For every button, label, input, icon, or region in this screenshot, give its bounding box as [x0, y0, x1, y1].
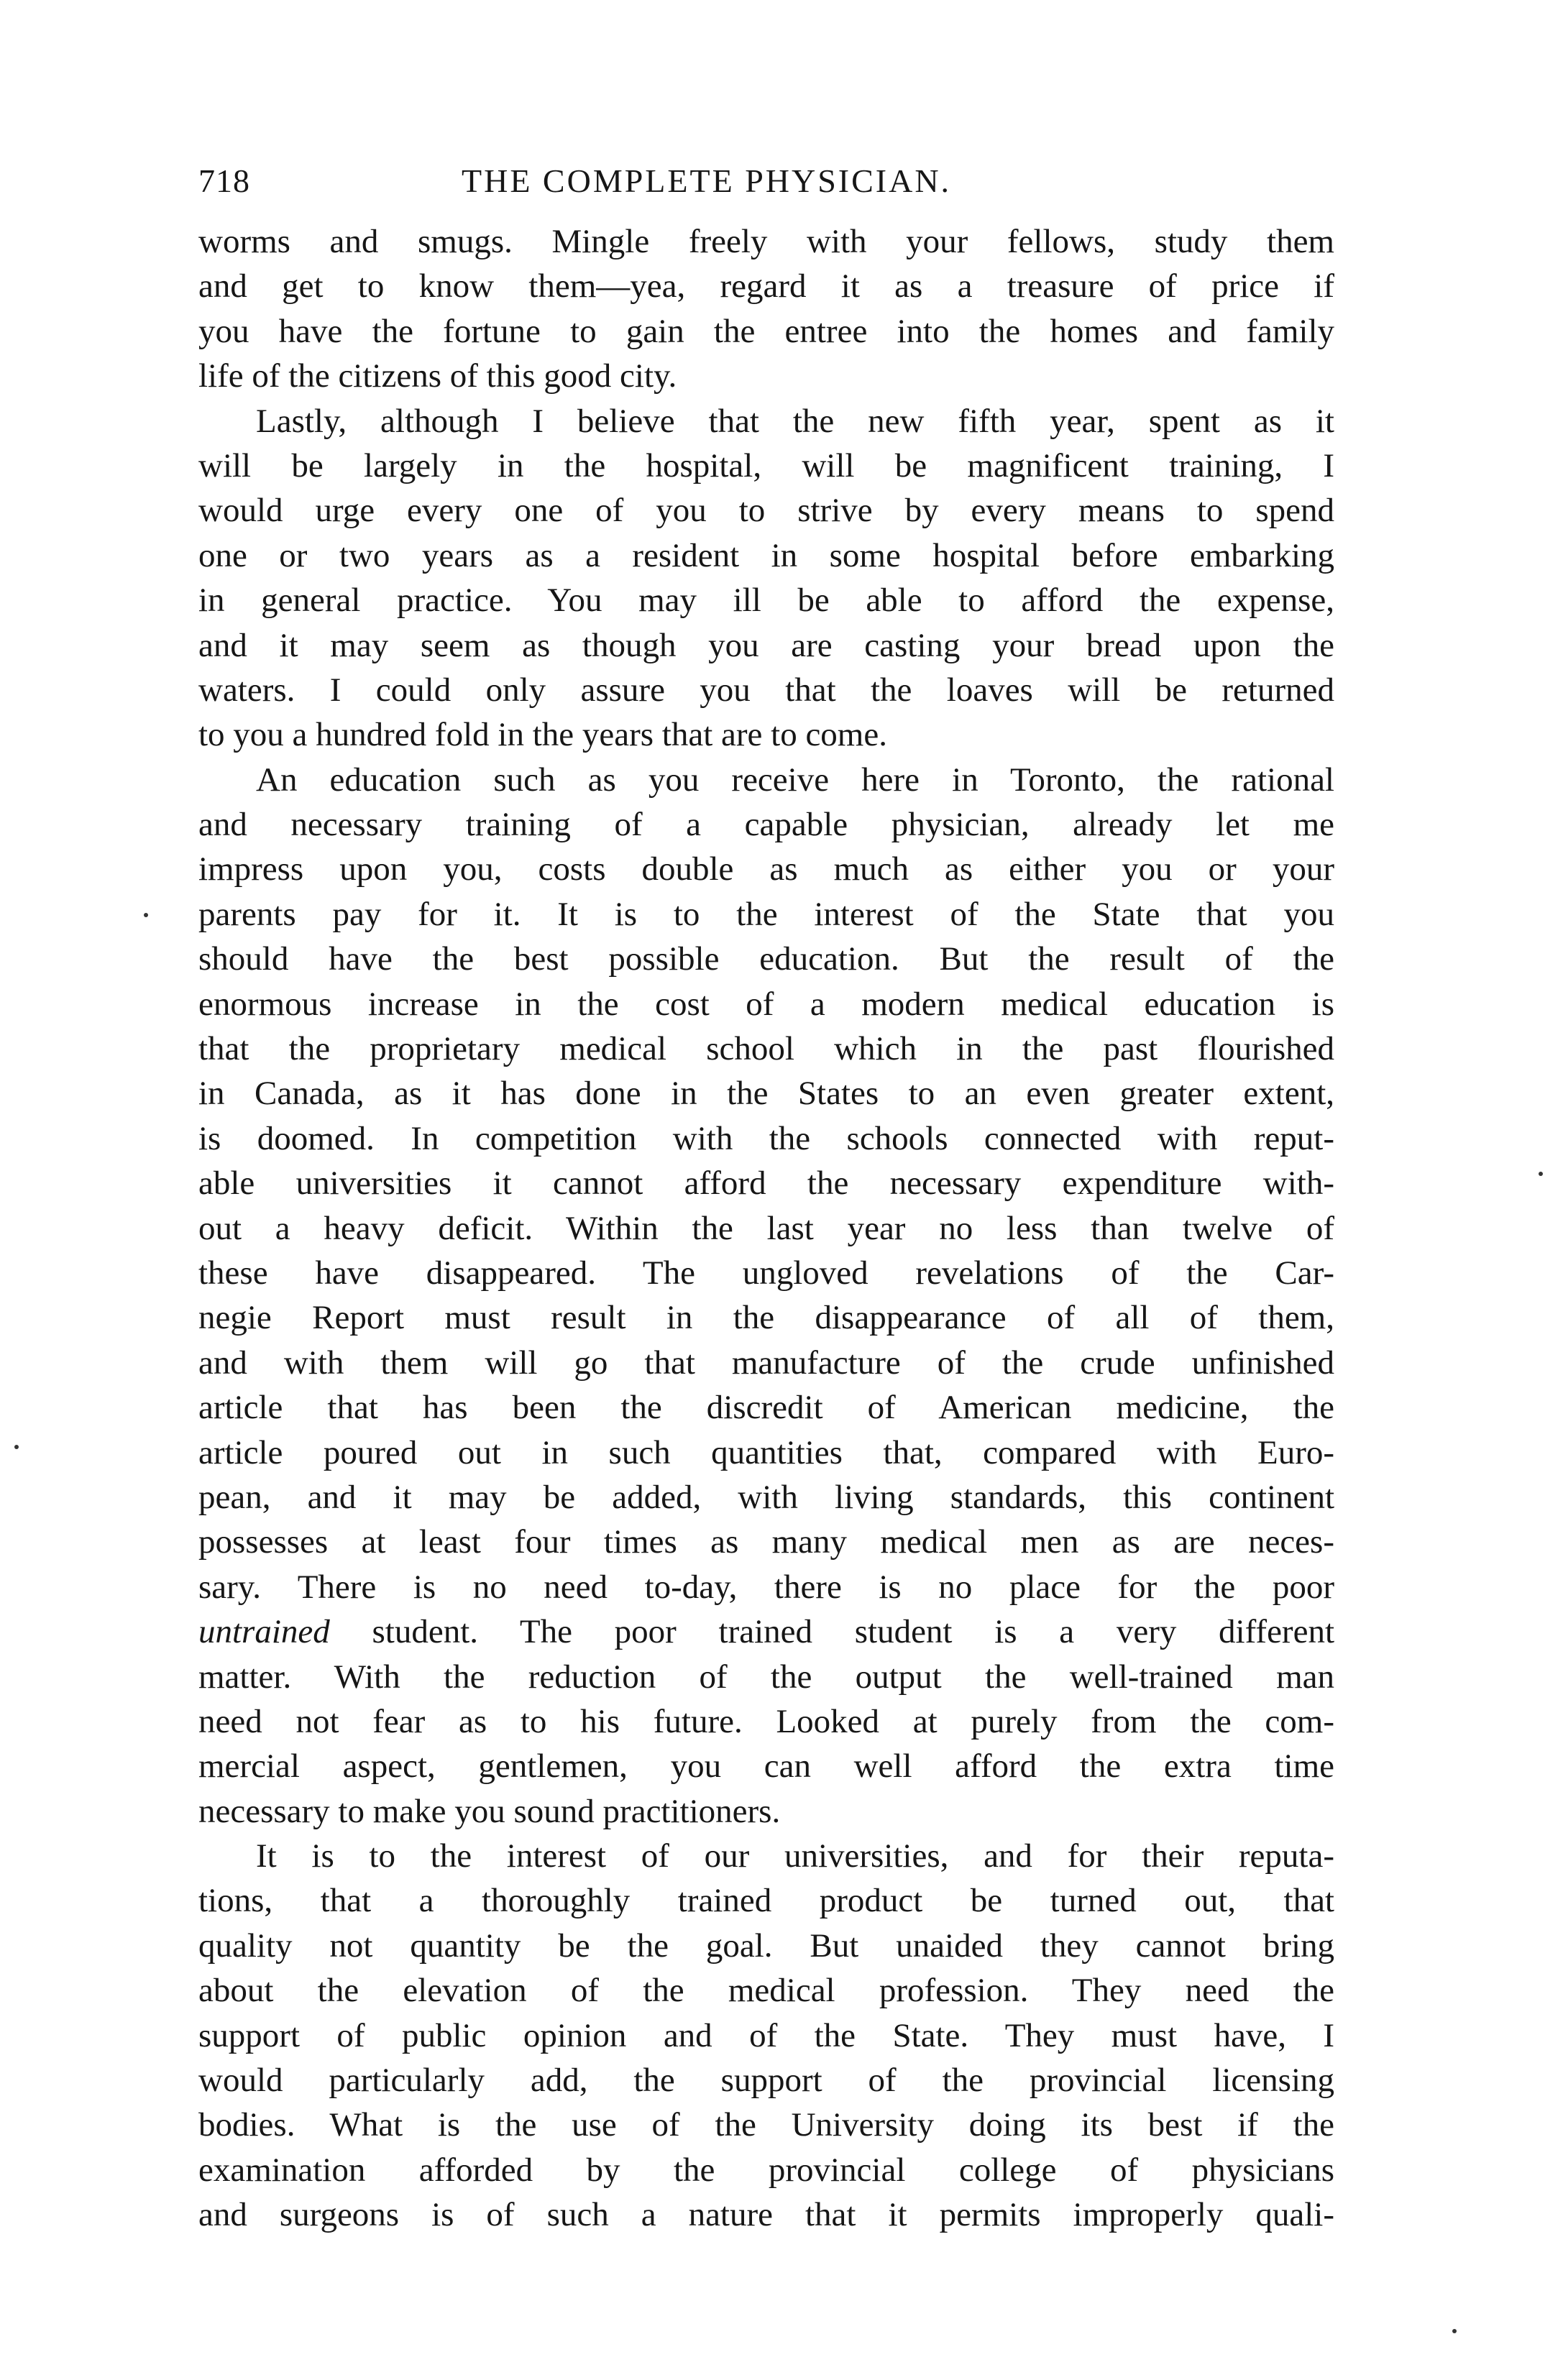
text-line: able universities it cannot afford the necessary expenditure with-: [198, 1164, 1334, 1203]
text-line: pean, and it may be added, with living standards, this continent: [198, 1478, 1334, 1516]
text-line: tions, that a thoroughly trained product be turned out, that: [198, 1882, 1334, 1920]
margin-mark: [14, 1445, 19, 1449]
text-line: that the proprietary medical school which in the past flourished: [198, 1030, 1334, 1068]
text-line: and necessary training of a capable physician, already let me: [198, 806, 1334, 844]
text-line: An education such as you receive here in Toronto, the rational: [256, 761, 1334, 799]
body-text: [198, 219, 1334, 2238]
text-line: need not fear as to his future. Looked at purely from the com-: [198, 1702, 1334, 1740]
emphasis-word: untrained: [198, 1613, 330, 1651]
text-line: to you a hundred fold in the years that are to come.: [198, 716, 887, 754]
text-line: It is to the interest of our universities, and for their reputa-: [256, 1837, 1334, 1875]
margin-mark: [1539, 1172, 1543, 1176]
text-line: sary. There is no need to-day, there is no place for the poor: [198, 1568, 1334, 1606]
text-line: would particularly add, the support of the provincial licensing: [198, 2062, 1334, 2100]
text-line: waters. I could only assure you that the loaves will be returned: [198, 671, 1334, 709]
text-line: matter. With the reduction of the output the well-trained man: [198, 1658, 1334, 1696]
text-line: enormous increase in the cost of a modern medical education is: [198, 985, 1334, 1023]
text-line: one or two years as a resident in some hospital before embarking: [198, 536, 1334, 574]
running-head: [198, 155, 1334, 212]
text-line: is doomed. In competition with the schools connected with reput-: [198, 1119, 1334, 1157]
text-line: would urge every one of you to strive by every means to spend: [198, 492, 1334, 530]
text-line: and it may seem as though you are casting your bread upon the: [198, 626, 1334, 664]
text-line: quality not quantity be the goal. But unaided they cannot bring: [198, 1926, 1334, 1965]
text-line: worms and smugs. Mingle freely with your fellows, study them: [198, 223, 1334, 260]
text-line: untrained student. The poor trained student is a very different: [198, 1613, 1334, 1651]
running-title: THE COMPLETE PHYSICIAN.: [462, 162, 952, 199]
text-line: possesses at least four times as many medical men as are neces-: [198, 1523, 1334, 1561]
margin-mark: [144, 913, 148, 917]
margin-mark: [1452, 2329, 1457, 2333]
text-line: Lastly, although I believe that the new fifth year, spent as it: [256, 402, 1334, 440]
text-line: bodies. What is the use of the University doing its best if the: [198, 2106, 1334, 2144]
text-line: life of the citizens of this good city.: [198, 357, 677, 395]
text-line: will be largely in the hospital, will be magnificent training, I: [198, 446, 1334, 484]
text-line: support of public opinion and of the State. They must have, I: [198, 2016, 1334, 2054]
text-line: in general practice. You may ill be able to afford the expense,: [198, 582, 1334, 620]
text-line: about the elevation of the medical profession. They need the: [198, 1972, 1334, 2010]
page-number: 718: [198, 162, 250, 199]
text-line: article that has been the discredit of American medicine, the: [198, 1389, 1334, 1427]
text-line: article poured out in such quantities that, compared with Euro-: [198, 1433, 1334, 1471]
text-line: and with them will go that manufacture of the crude unfinished: [198, 1343, 1334, 1382]
text-line: necessary to make you sound practitioners.: [198, 1792, 781, 1830]
text-line: these have disappeared. The ungloved revelations of the Car-: [198, 1254, 1334, 1292]
text-line: and surgeons is of such a nature that it permits improperly quali-: [198, 2196, 1334, 2234]
text-line: should have the best possible education. But the result of the: [198, 940, 1334, 978]
text-line: parents pay for it. It is to the interest of the State that you: [198, 895, 1334, 933]
text-line: and get to know them—yea, regard it as a treasure of price if: [198, 267, 1334, 305]
text-line: impress upon you, costs double as much as either you or your: [198, 850, 1334, 888]
text-line: in Canada, as it has done in the States to an even greater extent,: [198, 1075, 1334, 1113]
text-line: negie Report must result in the disappearance of all of them,: [198, 1299, 1334, 1337]
text-line: out a heavy deficit. Within the last year no less than twelve of: [198, 1209, 1334, 1247]
text-line: mercial aspect, gentlemen, you can well afford the extra time: [198, 1747, 1334, 1786]
text-line: examination afforded by the provincial college of physicians: [198, 2151, 1334, 2189]
text-line: you have the fortune to gain the entree into the homes and family: [198, 312, 1334, 350]
book-page: [198, 155, 1334, 2238]
